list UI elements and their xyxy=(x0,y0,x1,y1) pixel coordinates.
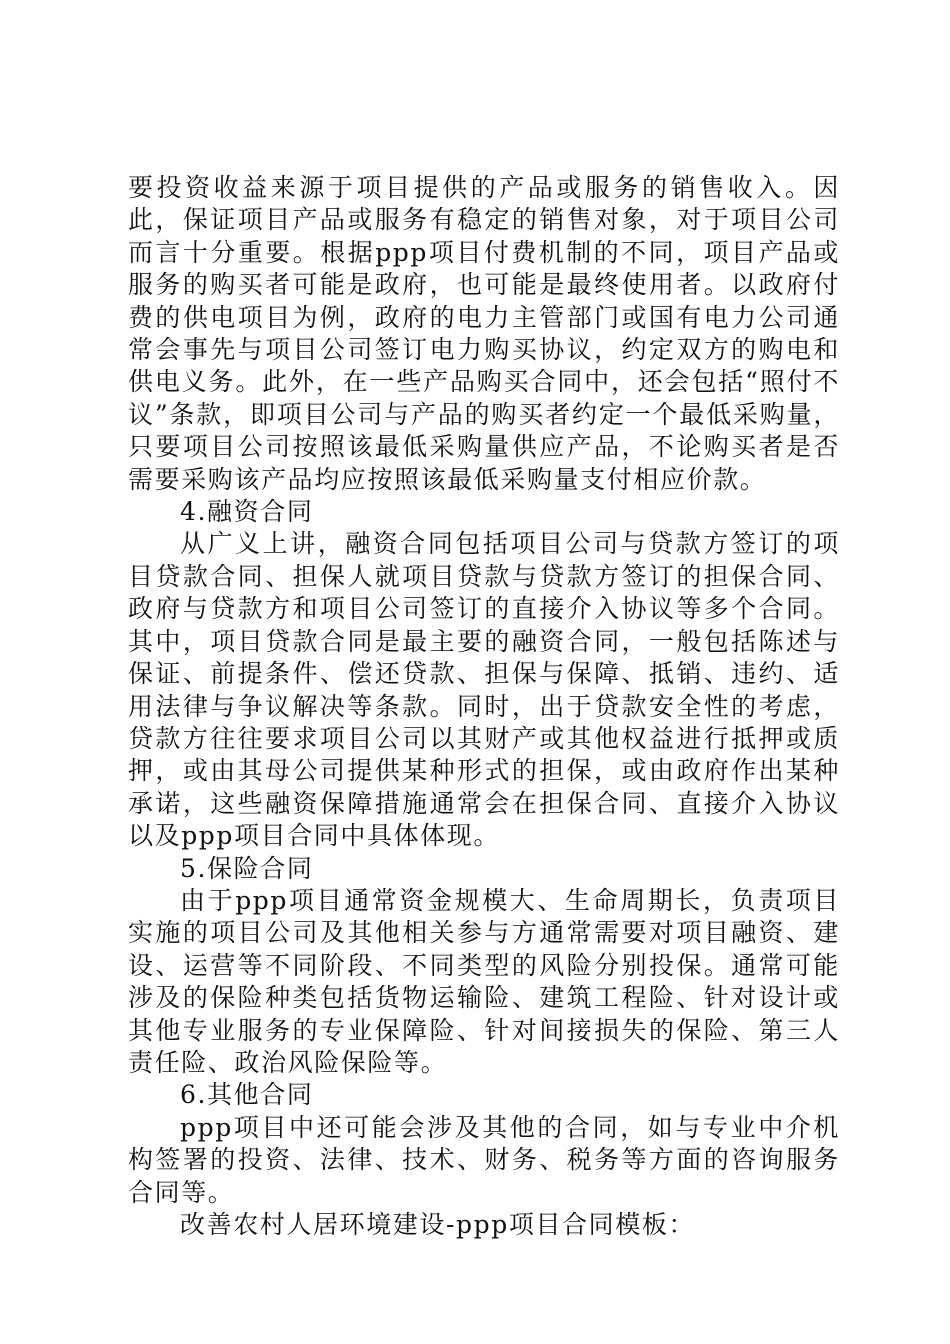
paragraph-financing-contract: 从广义上讲，融资合同包括项目公司与贷款方签订的项目贷款合同、担保人就项目贷款与贷款方签订的担保合同、政府与贷款方和项目公司签订的直接介入协议等多个合同。其中，项目贷款合同是最主要的融资合同，一般包括陈述与保证、前提条件、偿还贷款、担保与保障、抵销、违约、适用法律与争议解决等条款。同时，出于贷款安全性的考虑，贷款方往往要求项目公司以其财产或其他权益进行抵押或质押，或由其母公司提供某种形式的担保，或由政府作出某种承诺，这些融资保障措施通常会在担保合同、直接介入协议以及ppp项目合同中具体体现。 xyxy=(128,529,840,851)
paragraph-insurance-contract: 由于ppp项目通常资金规模大、生命周期长，负责项目实施的项目公司及其他相关参与方通常需要对项目融资、建设、运营等不同阶段、不同类型的风险分别投保。通常可能涉及的保险种类包括货物运输险、建筑工程险、针对设计或其他专业服务的专业保障险、针对间接损失的保险、第三人责任险、政治风险保险等。 xyxy=(128,885,840,1077)
heading-insurance-contract: 5.保险合同 xyxy=(180,853,314,883)
paragraph-template-title: 改善农村人居环境建设-ppp项目合同模板： xyxy=(180,1210,696,1239)
document-body xyxy=(128,172,840,1241)
paragraph-sales-contract: 要投资收益来源于项目提供的产品或服务的销售收入。因此，保证项目产品或服务有稳定的销售对象，对于项目公司而言十分重要。根据ppp项目付费机制的不同，项目产品或服务的购买者可能是政府，也可能是最终使用者。以政府付费的供电项目为例，政府的电力主管部门或国有电力公司通常会事先与项目公司签订电力购买协议，约定双方的购电和供电义务。此外，在一些产品购买合同中，还会包括“照付不议”条款，即项目公司与产品的购买者约定一个最低采购量，只要项目公司按照该最低采购量供应产品，不论购买者是否需要采购该产品均应按照该最低采购量支付相应价款。 xyxy=(128,173,840,494)
heading-financing-contract: 4.融资合同 xyxy=(180,497,314,527)
paragraph-other-contracts: ppp项目中还可能会涉及其他的合同，如与专业中介机构签署的投资、法律、技术、财务、税务等方面的咨询服务合同等。 xyxy=(128,1112,840,1207)
heading-other-contracts: 6.其他合同 xyxy=(180,1080,314,1110)
